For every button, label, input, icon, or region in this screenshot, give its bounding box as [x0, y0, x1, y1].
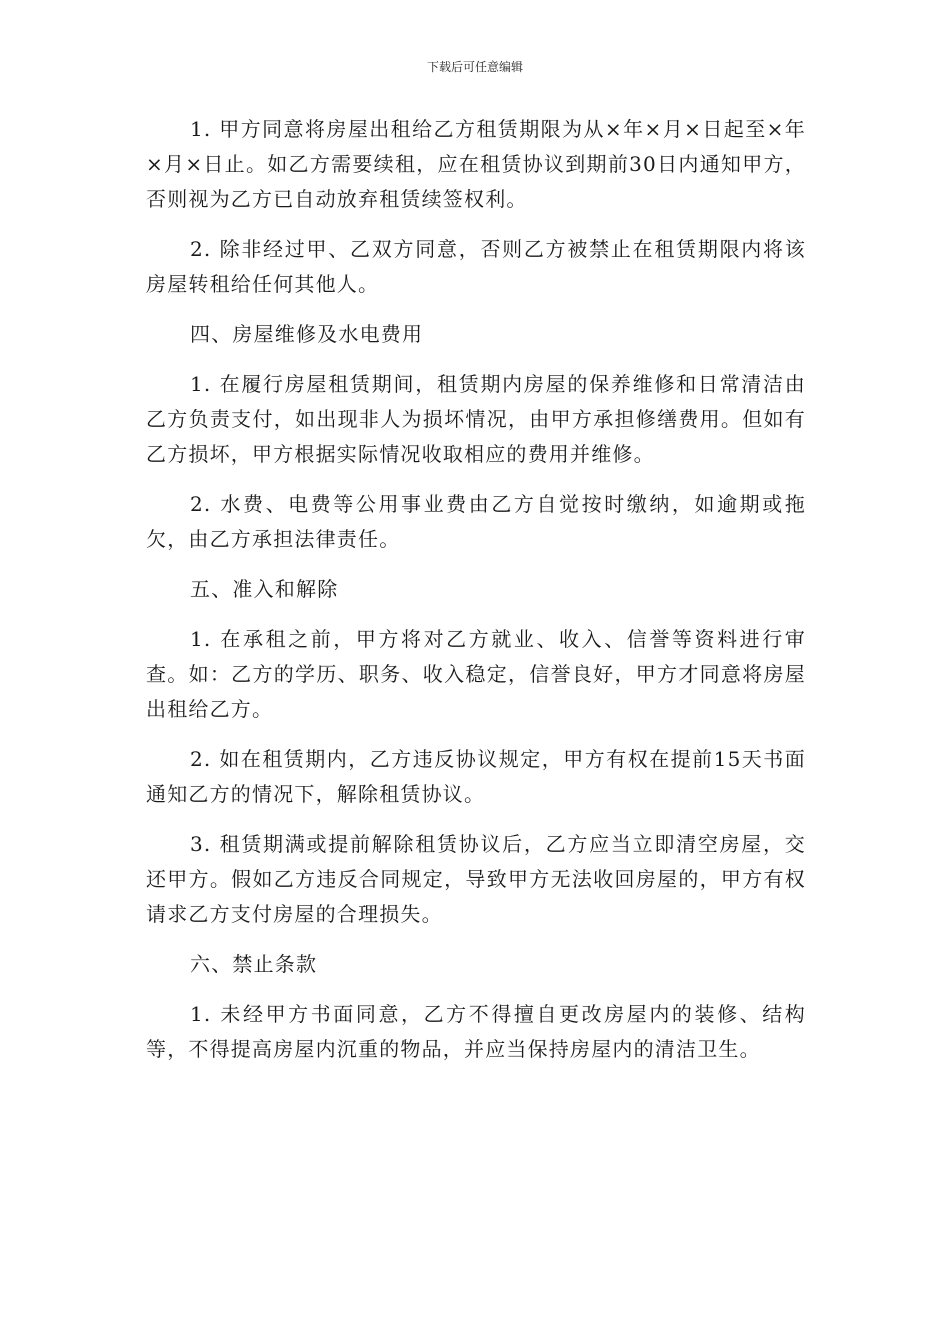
paragraph-screening: 1. 在承租之前，甲方将对乙方就业、收入、信誉等资料进行审查。如：乙方的学历、职务、收入稳定，信誉良好，甲方才同意将房屋出租给乙方。 — [146, 627, 806, 721]
paragraph-lease-term: 1. 甲方同意将房屋出租给乙方租赁期限为从×年×月×日起至×年×月×日止。如乙方需要续租，应在租赁协议到期前30日内通知甲方，否则视为乙方已自动放弃租赁续签权利。 — [146, 117, 806, 211]
document-body — [146, 112, 806, 1082]
paragraph-utilities: 2. 水费、电费等公用事业费由乙方自觉按时缴纳，如逾期或拖欠，由乙方承担法律责任。 — [146, 492, 806, 551]
section-heading-admission-termination: 五、准入和解除 — [190, 577, 339, 601]
paragraph-termination-notice: 2. 如在租赁期内，乙方违反协议规定，甲方有权在提前15天书面通知乙方的情况下，解除租赁协议。 — [146, 747, 806, 806]
page-header: 下载后可任意编辑 — [426, 60, 523, 74]
section-heading-prohibitions: 六、禁止条款 — [190, 952, 318, 976]
paragraph-sublet-prohibition: 2. 除非经过甲、乙双方同意，否则乙方被禁止在租赁期限内将该房屋转租给任何其他人。 — [146, 237, 806, 296]
paragraph-no-alterations: 1. 未经甲方书面同意，乙方不得擅自更改房屋内的装修、结构等，不得提高房屋内沉重的物品，并应当保持房屋内的清洁卫生。 — [146, 1002, 806, 1061]
paragraph-vacate-premises: 3. 租赁期满或提前解除租赁协议后，乙方应当立即清空房屋，交还甲方。假如乙方违反合同规定，导致甲方无法收回房屋的，甲方有权请求乙方支付房屋的合理损失。 — [146, 832, 806, 926]
section-heading-maintenance: 四、房屋维修及水电费用 — [190, 322, 424, 346]
paragraph-maintenance-cost: 1. 在履行房屋租赁期间，租赁期内房屋的保养维修和日常清洁由乙方负责支付，如出现非人为损坏情况，由甲方承担修缮费用。但如有乙方损坏，甲方根据实际情况收取相应的费用并维修。 — [146, 372, 806, 466]
